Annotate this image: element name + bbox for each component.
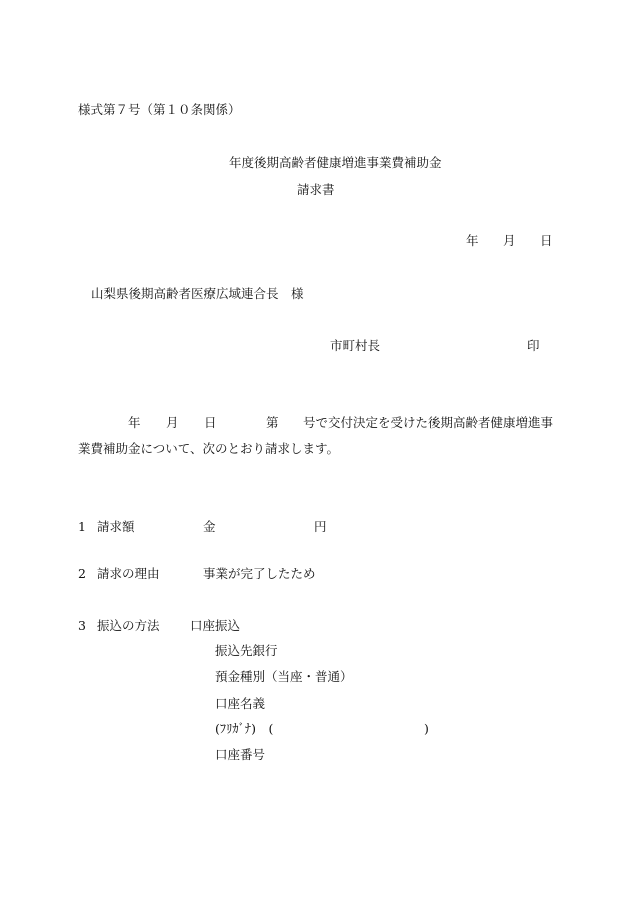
item-3-label: 振込の方法 [97, 618, 160, 633]
account-number-label: 口座番号 [215, 747, 266, 762]
date-month: 月 [503, 233, 516, 248]
account-type-label: 預金種別（当座・普通） [215, 669, 353, 684]
body-day: 日 [204, 415, 217, 430]
item-2-label: 請求の理由 [97, 566, 160, 581]
form-number: 様式第７号（第１０条関係） [78, 102, 241, 117]
item-1-number: 1 [78, 519, 86, 534]
body-line2: 業費補助金について、次のとおり請求します。 [78, 441, 340, 456]
item-1-label: 請求額 [97, 519, 135, 534]
item-1-unit: 円 [314, 519, 327, 534]
item-2-number: 2 [78, 566, 86, 581]
body-month: 月 [166, 415, 179, 430]
body-dai: 第 [266, 415, 279, 430]
furigana-label: (ﾌﾘｶﾞﾅ) ( [215, 721, 274, 736]
item-2-value: 事業が完了したため [203, 566, 316, 581]
account-holder-label: 口座名義 [215, 696, 266, 711]
item-3-value: 口座振込 [190, 618, 241, 633]
body-line1-rest: 号で交付決定を受けた後期高齢者健康増進事 [303, 415, 554, 430]
document-title: 年度後期高齢者健康増進事業費補助金 [229, 155, 442, 170]
item-3-number: 3 [78, 618, 86, 633]
date-year: 年 [466, 233, 479, 248]
item-1-value: 金 [203, 519, 216, 534]
sender-title: 市町村長 [330, 338, 381, 353]
addressee: 山梨県後期高齢者医療広域連合長 様 [91, 286, 304, 301]
bank-name-label: 振込先銀行 [215, 643, 278, 658]
document-subtitle: 請求書 [297, 182, 335, 197]
body-year: 年 [128, 415, 141, 430]
furigana-close-paren: ) [424, 721, 429, 736]
date-day: 日 [540, 233, 553, 248]
seal-mark: 印 [527, 338, 540, 353]
